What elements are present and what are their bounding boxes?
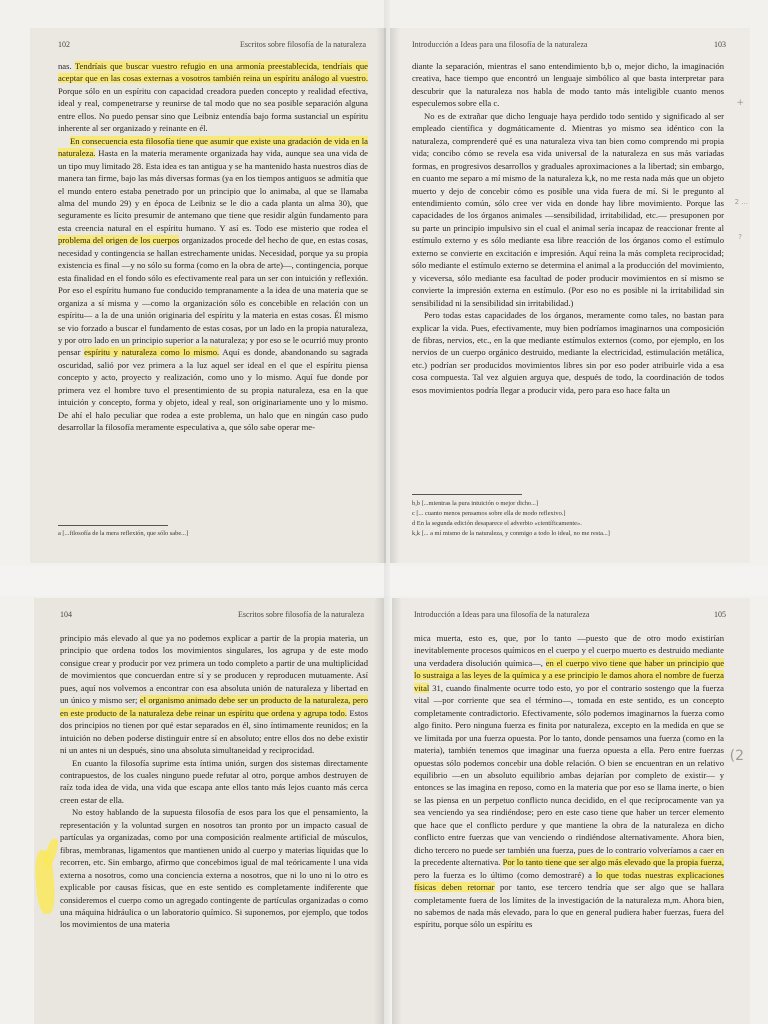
page-number: 105 [714, 610, 726, 619]
footnotes [58, 529, 368, 539]
paragraph [60, 806, 368, 931]
footnote: b,b [...mientras la pura intuición o mejor dicho...] [412, 500, 539, 507]
page-105 [392, 598, 750, 1024]
text-run: Aquí es donde, abandonando su sagrada oscuridad, salió por vez primera a la luz aquel ser ideal en el que el espíritu piensa concepto y acto, proyecto y realización, como uno y lo mismo. Aquí fue donde por primera vez el hombre tuvo el presentimiento de su propia naturaleza, esa en la que intuición y concepto, forma y objeto, ideal y real, son originariamente uno y lo mismo. De ahí el halo peculiar que rodea a este problema, un halo que en ningún caso pudo desarrollar la filosofía meramente especulativa a, que sólo sabe operar me- [58, 347, 368, 433]
highlighted-passage: problema del origen de los cuerpos [58, 235, 180, 246]
footnote: a [...filosofía de la mera reflexión, que sólo sabe...] [58, 530, 189, 537]
paragraph [414, 632, 724, 931]
pencil-margin-mark: ? [738, 233, 742, 241]
text-run: principio más elevado al que ya no podemos explicar a partir de la propia materia, un principio que ordena todos los movimientos singulares, los agrupa y de este modo consigue crear y producir por vez primera un todo completo a partir de una multiplicidad de movimientos que concuerdan entre sí y se producen y reproducen mutuamente. Así pues, aquí nos volvemos a encontrar con esa absoluta unión de naturaleza y libertad en un único y mismo ser; [60, 633, 368, 706]
highlighted-passage: En consecuencia esta filosofía tiene que asumir que existe una gradación de vida en la naturaleza. [58, 135, 368, 159]
running-title: Escritos sobre filosofía de la naturaleza [238, 610, 364, 619]
highlighted-passage: en el cuerpo vivo tiene que haber un principio que lo sustraiga a las leyes de la química y a ese principio le damos ahora el nombre de fuerza vital [414, 657, 725, 693]
page-103 [390, 28, 750, 563]
running-head [414, 610, 726, 619]
paragraph [60, 632, 368, 757]
running-head [412, 40, 726, 49]
running-head [58, 40, 366, 49]
highlighted-passage: espíritu y naturaleza como lo mismo. [84, 347, 220, 358]
text-run: diante la separación, mientras el sano entendimiento b,b o, mejor dicho, la imaginación creativa, hace tiempo que encontró un lenguaje simbólico al que basta interpretar para descubrir que la naturaleza nos habla de modo tanto más inteligible cuanto menos especulemos sobre ella c. [412, 61, 724, 109]
book-spine [384, 0, 390, 1024]
page-number: 102 [58, 40, 70, 49]
footnote: c [... cuanto menos pensamos sobre ella de modo reflexivo.] [412, 510, 566, 517]
running-head [60, 610, 364, 619]
page-102 [30, 28, 386, 563]
highlighted-passage: lo que todas nuestras explicaciones físicas deben retornar [414, 869, 724, 893]
running-title: Introducción a Ideas para una filosofía de la naturaleza [412, 40, 588, 49]
text-run: Hasta en la materia meramente organizada hay vida, aunque sea una vida de un tipo muy limitado 28. Esta idea es tan antigua y se ha mantenido hasta nuestros días de manera tan firme, bajo las más diversas formas (ya en los tiempos antiguos se admitía que el mundo entero estaba penetrado por un principio que lo animaba, al que se llamaba alma del mundo 29) y en época de Leibniz se le dio a cada planta un alma 30), que seguramente es lícito presumir de antemano que tiene que residir algún fundamento para esta creencia natural en el espíritu humano. Y así es. Todo ese misterio que rodea el [58, 148, 368, 233]
footnotes [412, 499, 724, 539]
text-run: No estoy hablando de la supuesta filosofía de esos para los que el pensamiento, la representación y la voluntad surgen en nosotros tan pronto por un impacto casual de partículas ya organizadas, como por una composición realmente artificial de músculos, fibras, membranas, ligamentos que mantienen unido al cuerpo y materias líquidas que lo recorren, etc. Sin embargo, afirmo que concebimos igual de mal teóricamente l una vida externa a nosotros, como una conciencia externa a nosotros, que ni lo uno ni lo otro es explicable por causas físicas, que en este sentido es completamente indiferente que consideremos el cuerpo como un agregado contingente de partículas organizadas o como una máquina hidráulica o un laboratorio químico. Si suponemos, por ejemplo, que todos los movimientos de una materia [60, 807, 368, 930]
pencil-margin-mark: (2 [729, 748, 744, 764]
text-run: por tanto, ese tercero tendría que ser algo que se hallara completamente fuera de los límites de la investigación de la naturaleza m,m. Ahora bien, no sabemos de nada más elevado, para lo que en general pudiera haber fuerzas, fuera del espíritu, porque sólo un espíritu es [414, 882, 724, 930]
text-run: pero la fuerza es lo último (como demostraré) a [414, 869, 596, 880]
footnote: d En la segunda edición desaparece el adverbio «científicamente». [412, 520, 582, 527]
text-run: Estos dos principios no tienen por qué estar separados en él, sino íntimamente reunidos; en la intuición no deben poderse distinguir entre sí en absoluto; entre ellos dos no debe existir ni un antes ni un después, sino una absoluta simultaneidad y reciprocidad. [60, 707, 368, 756]
pencil-margin-mark: + [736, 98, 744, 108]
text-run: organizados procede del hecho de que, en estas cosas, necesidad y contingencia se hallan estrechamente unidas. Necesidad, porque ya su propia existencia es final —y no sólo su forma (como en la obra de arte)—, contingencia, porque esta finalidad en el fondo sólo es efectivamente real para un ser con intuición y reflexión. Por eso el espíritu humano fue conducido tempranamente a la idea de una materia que se organiza a sí misma y —como la organización sólo es concebible en relación con un espíritu— a la de una unión originaria del espíritu y la materia en estas cosas. Él mismo se vio forzado a buscar el fundamento de estas cosas, por un lado en la propia naturaleza, y por otro lado en un principio superior a la naturaleza; y por eso se le ocurrió muy pronto pensar [58, 235, 368, 358]
paragraph [412, 60, 724, 110]
gutter-shadow [374, 598, 384, 1024]
text-run: Pero todas estas capacidades de los órganos, meramente como tales, no bastan para explicar la vida. Pues, efectivamente, muy bien podríamos imaginarnos una composición de fibras, nervios, etc., en la que mediante estímulos externos (como, por ejemplo, en los nervios de un cuerpo orgánico destruido, mediante la electricidad, estimulación metálica, etc.) podrían ser producidos movimientos libres sin por eso poder atribuirle vida a esa cosa compuesta. Tal vez alguien arguya que, después de todo, la coordinación de todos esos movimientos podría llegar a producir vida, pero para eso hace falta un [412, 310, 724, 395]
highlighted-passage: Tendríais que buscar vuestro refugio en una armonía preestablecida, tendríais que aceptar que en las cosas externas a vosotros también reina un espíritu análogo al vuestro. [58, 61, 368, 84]
paragraph [58, 135, 368, 434]
gutter-shadow [390, 28, 400, 563]
body-text [58, 60, 368, 434]
running-title: Escritos sobre filosofía de la naturaleza [240, 40, 366, 49]
running-title: Introducción a Ideas para una filosofía de la naturaleza [414, 610, 590, 619]
gutter-shadow [392, 598, 402, 1024]
text-run: mica muerta, esto es, que, por lo tanto —puesto que de otro modo existirían inevitablemente procesos químicos en el cuerpo y el cuerpo muerto es destruido mediante una verdadera disolución química—, [414, 633, 724, 668]
footnote-rule [412, 494, 522, 495]
text-run: No es de extrañar que dicho lenguaje haya perdido todo sentido y significado al ser empleado científica y dogmáticamente d. Mientras yo mismo sea idéntico con la naturaleza, comprenderé qué es una naturaleza viva tan bien como comprendo mi propia vida; concibo cómo se revela esa vida universal de la naturaleza en sus más variadas formas, en progresivos desarrollos y graduales aproximaciones a la libertad; sin embargo, en cuanto me separo a mí mismo de la naturaleza k,k, no me resta nada más que un objeto muerto y dejo de concebir cómo es posible una vida fuera de mí. Si le pregunto al entendimiento común, sólo cree ver vida en donde hay libre movimiento. Porque las capacidades de los órganos animales —sensibilidad, irritabilidad, etc.— presuponen por su parte un principio impulsivo sin el cual el animal sería incapaz de reaccionar frente al estímulo externo y es sólo mediante esa libre reacción de los órganos como el estímulo externo se convierte en excitación e impresión. Aquí reina la más completa reciprocidad; sólo mediante el estímulo externo se determina el animal a la producción del movimiento, y viceversa, sólo mediante esa facultad de poder producir movimientos en sí mismo se convierte la impresión externa en estímulo. (Por eso no es posible ni la irritabilidad sin sensibilidad ni la sensibilidad sin irritabilidad.) [412, 110, 724, 308]
page-number: 104 [60, 610, 72, 619]
paragraph [412, 110, 724, 309]
text-run: 31, cuando finalmente ocurre todo esto, yo por el contrario sostengo que la fuerza vital —por corriente que sea el término—, tomada en este sentido, es un concepto completamente contradictorio. Efectivamente, sólo podemos imaginarnos la fuerza como algo finito. Pero ninguna fuerza es finita por naturaleza, excepto en la medida en que se ve limitada por una fuerza opuesta. Por lo tanto, donde pensamos una fuerza (como en la materia), también tenemos que imaginar una fuerza opuesta a ella. Pero entre fuerzas opuestas sólo podemos concebir una doble relación. O bien se encuentran en un relativo equilibrio —en un absoluto equilibrio ambas dejarían por completo de existir— y entonces se las imagina en reposo, como en la materia que por eso se llama inerte, o bien se las piensa en un perpetuo conflicto nunca decidido, en el que recíprocamente van ya sea venciendo ya sea rindiéndose; pero en este caso tiene que haber un tercer elemento que hace que el conflicto perdure y que mantiene la obra de la naturaleza en dicho conflicto entre fuerzas que van venciendo o rindiéndose alternativamente. Ahora bien, dicho tercero no puede ser también una fuerza, pues de lo contrario volveríamos a caer en la precedente alternativa. [414, 682, 724, 868]
footnote: k,k [... a mí mismo de la naturaleza, y conmigo a todo lo ideal, no me resta...] [412, 530, 610, 537]
highlighted-passage: Por lo tanto tiene que ser algo más elevado que la propia fuerza, [502, 857, 724, 868]
body-text [412, 60, 724, 396]
page-104 [34, 598, 384, 1024]
highlighter-margin-stroke [42, 837, 61, 869]
text-run: nas. [58, 61, 75, 71]
body-text [414, 632, 724, 931]
pencil-margin-note: 2 ... [734, 198, 748, 206]
paragraph [412, 309, 724, 396]
paragraph [60, 757, 368, 807]
text-run: En cuanto la filosofía suprime esta íntima unión, surgen dos sistemas directamente contrapuestos, de los cuales ninguno puede refutar al otro, porque ambos destruyen de raíz toda idea de vida, una vida que escapa ante ellos tanto más lejos cuanto más cerca creen estar de ella. [60, 757, 368, 805]
footnote-rule [58, 525, 168, 526]
body-text [60, 632, 368, 931]
text-run: Porque sólo en un espíritu con capacidad creadora pueden concepto y realidad efectiva, ideal y real, compenetrarse y reunirse de tal modo que no sea posible separación alguna entre ellos. No puedo pensar sino que Leibniz entendía bajo forma sustancial un espíritu inherente al ser organizado y reinante en él. [58, 85, 368, 134]
highlighted-passage: el organismo animado debe ser un producto de la naturaleza, pero en este producto de la naturaleza debe reinar un espíritu que ordena y agrupa todo. [60, 695, 368, 718]
page-number: 103 [714, 40, 726, 49]
paragraph [58, 60, 368, 135]
